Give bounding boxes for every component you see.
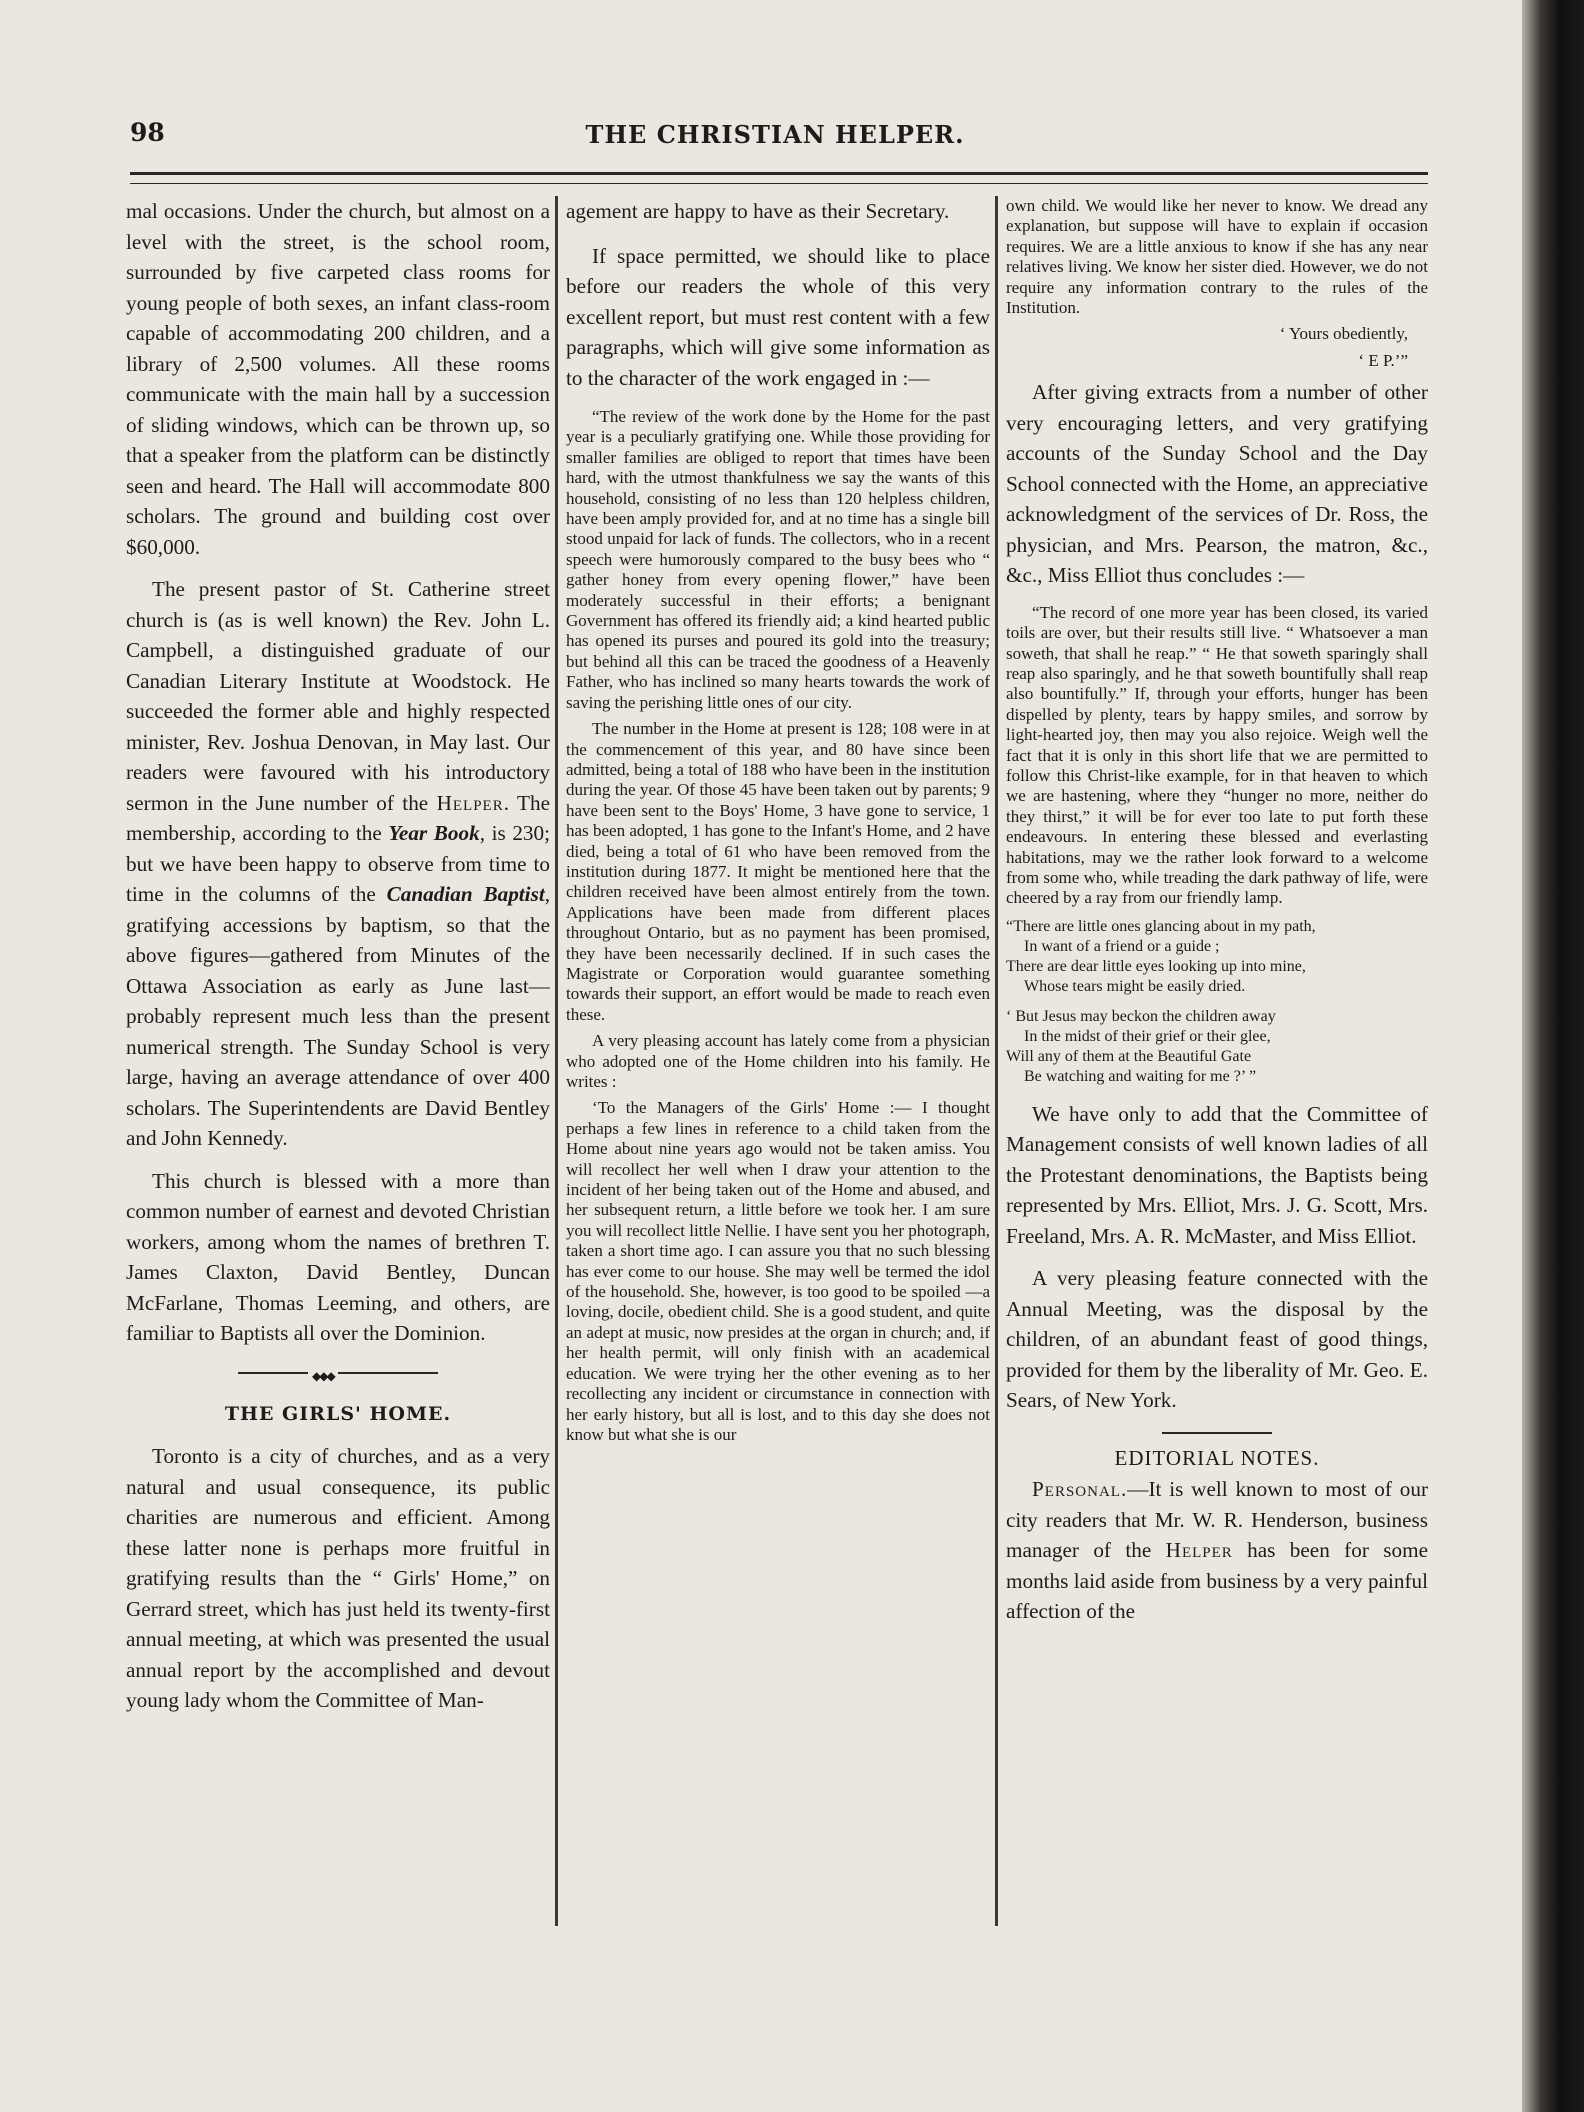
paragraph: agement are happy to have as their Secretary. — [566, 199, 950, 223]
letter-closing: ‘ Yours obediently, — [1279, 324, 1408, 344]
paragraph: This church is blessed with a more than common number of earnest and devoted Christian workers, among whom the names of brethren T. James Claxton, David Bentley, Duncan McFarlane, Thomas Leeming, and others, are familiar to Baptists all over the Dominion. — [126, 1168, 550, 1345]
poem-line: “There are little ones glancing about in my path, — [1006, 917, 1316, 935]
paragraph: If space permitted, we should like to place before our readers the whole of this very excellent report, but must rest content with a few paragraphs, which will give some information as to the character of the work engaged in :— — [566, 243, 990, 390]
quoted-report: A very pleasing account has lately come from a physician who adopted one of the Home children into his family. He writes : — [566, 1031, 990, 1091]
page-header — [130, 118, 1420, 158]
paragraph: mal occasions. Under the church, but almost on a level with the street, is the school room, surrounded by five carpeted class rooms for young people of both sexes, an infant class-room capable of accommodating 200 children, and a library of 2,500 volumes. All these rooms communicate with the main hall by a succession of sliding windows, which can be thrown up, so that a speaker from the platform can be distinctly seen and heard. The Hall will accommodate 800 scholars. The ground and building cost over $60,000. — [126, 199, 550, 559]
poem-line: There are dear little eyes looking up into mine, — [1006, 957, 1306, 975]
poem-line: In the midst of their grief or their glee, — [1024, 1027, 1271, 1045]
column-2 — [566, 196, 990, 1916]
running-title: THE CHRISTIAN HELPER. — [585, 120, 965, 149]
poem-line: In want of a friend or a guide ; — [1024, 937, 1220, 955]
paragraph: A very pleasing feature connected with the Annual Meeting, was the disposal by the children, of an abundant feast of good things, provided for them by the liberality of Mr. Geo. E. Sears, of New York. — [1006, 1266, 1428, 1413]
header-rule — [130, 172, 1428, 184]
poem-line: Be watching and waiting for me ?’ ” — [1024, 1067, 1257, 1085]
paragraph: We have only to add that the Committee of Management consists of well known ladies of all the Protestant denominations, the Baptists being represented by Mrs. Elliot, Mrs. J. G. Scott, Mrs. Freeland, Mrs. A. R. McMaster, and Miss Elliot. — [1006, 1101, 1428, 1248]
letter-text: own child. We would like her never to know. We dread any explanation, but suppose will have to explain if occasion requires. We are a little anxious to know if she has any near relatives living. We know her sister died. However, we do not require any information contrary to the rules of the Institution. — [1006, 196, 1428, 318]
paragraph: Toronto is a city of churches, and as a very natural and usual consequence, its public charities are numerous and efficient. Among these latter none is perhaps more fruitful in gratifying results than the “ Girls' Home,” on Gerrard street, which has just held its twenty-first annual meeting, at which was presented the usual annual report by the accomplished and devout young lady whom the Committee of Man- — [126, 1444, 550, 1712]
page-edge-shadow — [1522, 0, 1584, 2112]
paragraph: After giving extracts from a number of other very encouraging letters, and very gratifying accounts of the Sunday School and the Day School connected with the Home, an appreciative acknowledgment of the services of Dr. Ross, the physician, and Mrs. Pearson, the matron, &c., &c., Miss Elliot thus concludes :— — [1006, 380, 1428, 588]
publication-name: Helper — [436, 790, 504, 815]
quoted-report: “The record of one more year has been closed, its varied toils are over, but their results still live. “ Whatsoever a man soweth, that shall he reap.” “ He that soweth sparingly shall reap also sparingly, and he that soweth bountifully shall reap also bountifully.” If, through your efforts, hunger has been dispelled by plenty, tears by happy smiles, and sorrow by light-hearted joy, then may you also rejoice. Weigh well the fact that it is only in this short life that we are permitted to follow this Christ-like example, for in that heaven to which we are hastening, where they “hunger no more, neither do they thirst,” it will be for ever too late to put forth these endeavours. In entering these blessed and everlasting habitations, may we the rather look forward to a welcome from some who, while treading the dark pathway of life, were cheered by a ray from our friendly lamp. — [1006, 602, 1428, 908]
publication-name: Helper — [1165, 1538, 1233, 1563]
section-heading: EDITORIAL NOTES. — [1114, 1445, 1320, 1470]
paragraph: Personal.—It is well known to most of our city readers that Mr. W. R. Henderson, business manager of the Helper has been for some months laid aside from business by a very painful affection of the — [1006, 1477, 1428, 1624]
quoted-report: “The review of the work done by the Home for the past year is a peculiarly gratifying one. While those providing for smaller families are obliged to report that times have been hard, with the utmost thankfulness we say the wants of this household, consisting of no less than 120 helpless children, have been amply provided for, and at no time has a single bill stood unpaid for lack of funds. The collectors, who in a recent speech were humorously compared to the busy bees who “ gather honey from every opening flower,” have been moderately successful in their efforts; a benignant Government has offered its friendly aid; a kind hearted public has opened its purses and poured its gold into the treasury; but behind all this can be traced the goodness of a Heavenly Father, who has inclined so many hearts towards the work of saving the perishing little ones of our city. — [566, 407, 990, 712]
column-1 — [126, 196, 550, 1916]
page-number: 98 — [130, 118, 165, 147]
column-divider — [995, 196, 998, 1926]
poem-line: ‘ But Jesus may beckon the children away — [1006, 1007, 1276, 1025]
section-ornament — [238, 1367, 438, 1379]
letter-signature: ‘ E P.’” — [1358, 350, 1408, 370]
column-divider — [555, 196, 558, 1926]
poem — [1006, 917, 1428, 1087]
publication-name: Year Book — [388, 821, 480, 845]
section-ornament — [1162, 1428, 1272, 1438]
poem-line: Will any of them at the Beautiful Gate — [1006, 1047, 1252, 1065]
paragraph: The present pastor of St. Catherine street church is (as is well known) the Rev. John L. Campbell, a distinguished graduate of our Canadian Literary Institute at Woodstock. He succeeded the former able and highly respected minister, Rev. Joshua Denovan, in May last. Our readers were favoured with his introductory sermon in the June number of the Helper. The membership, according to the Year Book, is 230; but we have been happy to observe from time to time in the columns of the Canadian Baptist, gratifying accessions by baptism, so that the above figures—gathered from Minutes of the Ottawa Association as early as June last—probably represent much less than the present numerical strength. The Sunday School is very large, having an average attendance of over 400 scholars. The Superintendents are David Bentley and John Kennedy. — [126, 577, 550, 1150]
section-heading: THE GIRLS' HOME. — [224, 1402, 452, 1425]
poem-line: Whose tears might be easily dried. — [1024, 977, 1246, 995]
paragraph-lead: Personal. — [1032, 1477, 1128, 1502]
publication-name: Canadian Baptist — [386, 882, 545, 906]
column-3 — [1006, 196, 1428, 1916]
quoted-report: The number in the Home at present is 128; 108 were in at the commencement of this year, and 80 have since been admitted, being a total of 188 who have been in the institution during the year. Of those 45 have been taken out by parents; 9 have been sent to the Boys' Home, 3 have gone to service, 1 has been adopted, 1 has gone to the Infant's Home, and 2 have died, being a total of 61 who have been removed from the institution during 1877. It might be mentioned here that the children received have been almost entirely from the town. Applications have been made from different places throughout Ontario, but as no payment has been promised, they have been necessarily declined. If in such cases the Magistrate or Corporation would guarantee something towards their support, an effort would be made to reach even these. — [566, 719, 990, 1024]
letter-text: ‘To the Managers of the Girls' Home :— I thought perhaps a few lines in reference to a child taken from the Home about nine years ago would not be taken amiss. You will recollect her well when I draw your attention to the incident of her being taken out of the Home and abused, and her subsequent return, a little before we took her. I am sure you will recollect little Nellie. I have sent you her photograph, taken a short time ago. I can assure you that no such blessing has ever come to our house. She may well be termed the idol of the household. She, however, is too good to be spoiled —a loving, docile, obedient child. She is a good student, and quite an adept at music, now presides at the organ in church; and, if her health permit, will only finish with an academical education. We were trying her the other evening as to her recollecting any incident or circumstance in connection with her early history, but all is lost, and to this day she does not know but what she is our — [566, 1098, 990, 1444]
